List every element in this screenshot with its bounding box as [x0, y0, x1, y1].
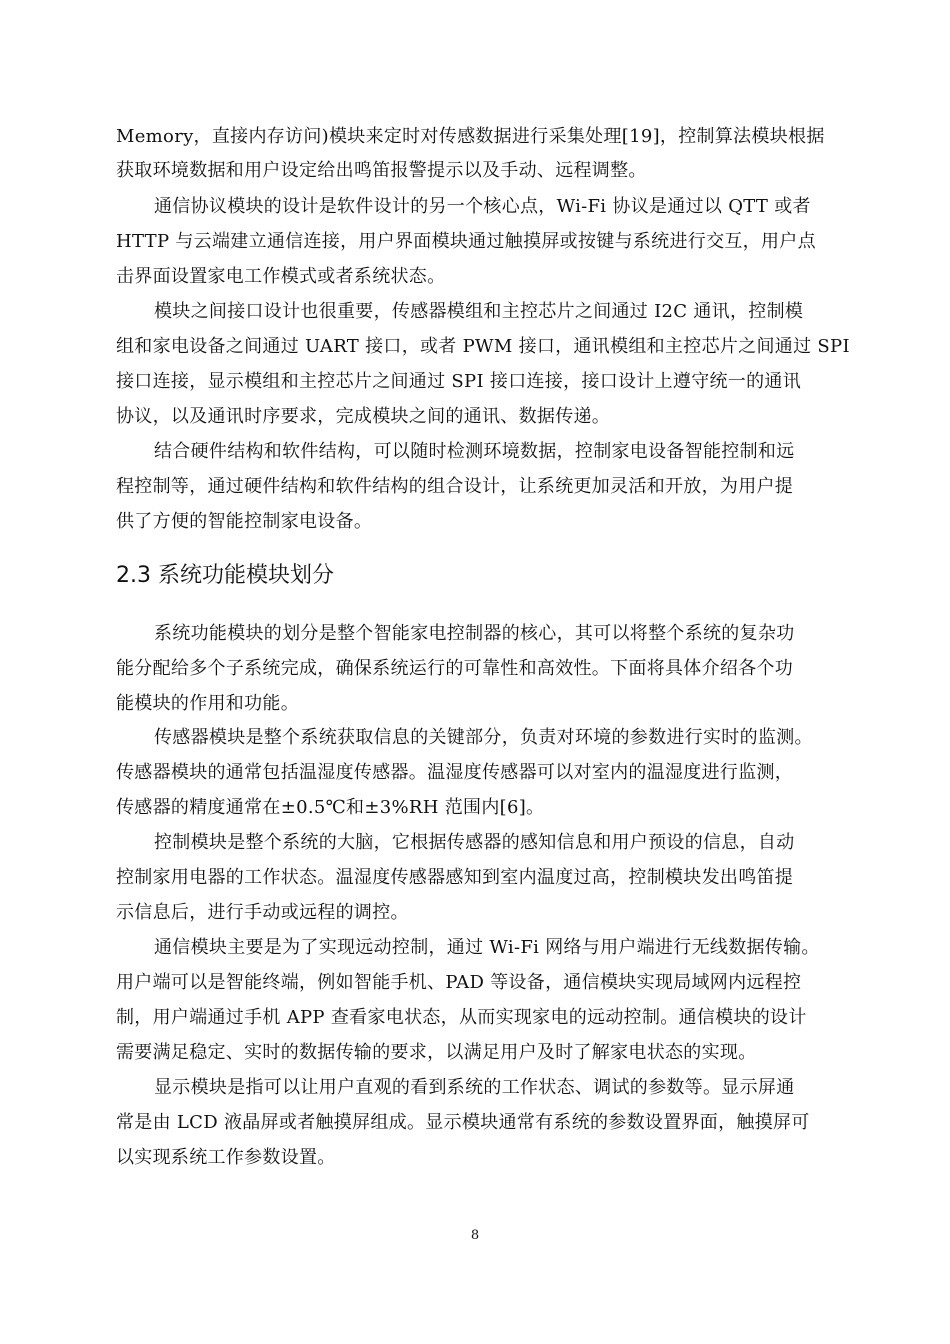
body-text-line: 传感器模块的通常包括温湿度传感器。温湿度传感器可以对室内的温湿度进行监测，	[116, 762, 794, 783]
body-text-line: 协议，以及通讯时序要求，完成模块之间的通讯、数据传递。	[116, 406, 611, 427]
body-text-line: 能模块的作用和功能。	[116, 693, 299, 714]
body-text-line: 结合硬件结构和软件结构，可以随时检测环境数据，控制家电设备智能控制和远	[154, 441, 795, 462]
body-text-line: 示信息后，进行手动或远程的调控。	[116, 902, 409, 923]
body-text-line: 模块之间接口设计也很重要，传感器模组和主控芯片之间通过 I2C 通讯，控制模	[154, 301, 804, 322]
body-text-line: 控制模块是整个系统的大脑，它根据传感器的感知信息和用户预设的信息，自动	[154, 832, 795, 853]
body-text-line: 通信协议模块的设计是软件设计的另一个核心点，Wi-Fi 协议是通过以 QTT 或者	[154, 196, 811, 217]
body-text-line: 能分配给多个子系统完成，确保系统运行的可靠性和高效性。下面将具体介绍各个功	[116, 658, 794, 679]
body-text-line: 接口连接，显示模组和主控芯片之间通过 SPI 接口连接，接口设计上遵守统一的通讯	[116, 371, 801, 392]
body-text-line: 以实现系统工作参数设置。	[116, 1147, 336, 1168]
body-text-line: 常是由 LCD 液晶屏或者触摸屏组成。显示模块通常有系统的参数设置界面，触摸屏可	[116, 1112, 810, 1133]
body-text-line: 获取环境数据和用户设定给出鸣笛报警提示以及手动、远程调整。	[116, 160, 647, 181]
body-text-line: 击界面设置家电工作模式或者系统状态。	[116, 266, 446, 287]
body-text-line: 控制家用电器的工作状态。温湿度传感器感知到室内温度过高，控制模块发出鸣笛提	[116, 867, 794, 888]
body-text-line: 用户端可以是智能终端，例如智能手机、PAD 等设备，通信模块实现局域网内远程控	[116, 972, 802, 993]
section-heading: 2.3 系统功能模块划分	[116, 563, 334, 588]
body-text-line: 显示模块是指可以让用户直观的看到系统的工作状态、调试的参数等。显示屏通	[154, 1077, 795, 1098]
body-text-line: 通信模块主要是为了实现远动控制，通过 Wi-Fi 网络与用户端进行无线数据传输。	[154, 937, 820, 958]
body-text-line: 制，用户端通过手机 APP 查看家电状态，从而实现家电的远动控制。通信模块的设计	[116, 1007, 807, 1028]
body-text-line: 传感器模块是整个系统获取信息的关键部分，负责对环境的参数进行实时的监测。	[154, 727, 813, 748]
body-text-line: Memory，直接内存访问)模块来定时对传感数据进行采集处理[19]，控制算法模块根据	[116, 126, 825, 147]
body-text-line: 需要满足稳定、实时的数据传输的要求，以满足用户及时了解家电状态的实现。	[116, 1042, 757, 1063]
body-text-line: 系统功能模块的划分是整个智能家电控制器的核心，其可以将整个系统的复杂功	[154, 623, 795, 644]
body-text-line: 组和家电设备之间通过 UART 接口，或者 PWM 接口，通讯模组和主控芯片之间通过 SPI	[116, 336, 850, 357]
page-number: 8	[470, 1228, 480, 1243]
body-text-line: 供了方便的智能控制家电设备。	[116, 511, 373, 532]
body-text-line: 传感器的精度通常在±0.5℃和±3%RH 范围内[6]。	[116, 797, 545, 818]
body-text-line: HTTP 与云端建立通信连接，用户界面模块通过触摸屏或按键与系统进行交互，用户点	[116, 231, 816, 252]
body-text-line: 程控制等，通过硬件结构和软件结构的组合设计，让系统更加灵活和开放，为用户提	[116, 476, 794, 497]
